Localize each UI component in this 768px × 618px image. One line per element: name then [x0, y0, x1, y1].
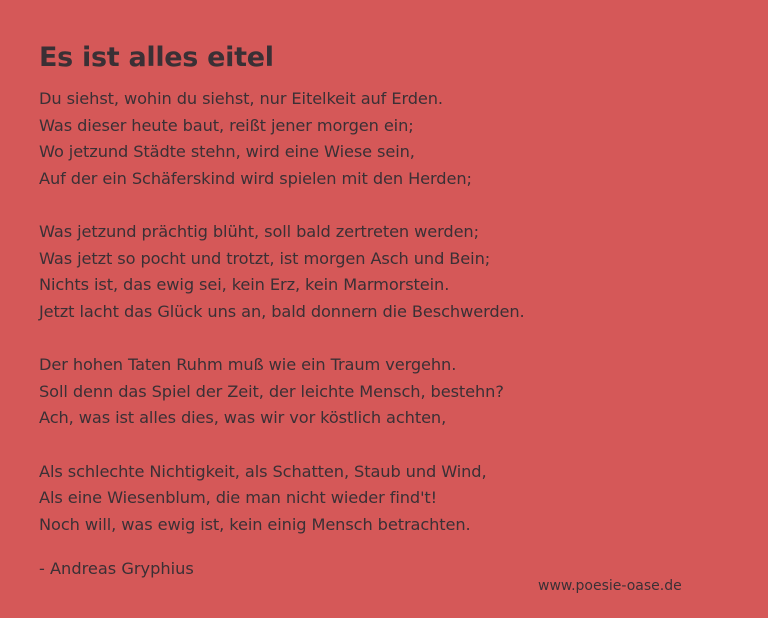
poem-line: Der hohen Taten Ruhm muß wie ein Traum vergehn. [39, 355, 457, 374]
poem-author: - Andreas Gryphius [39, 559, 194, 578]
poem-title: Es ist alles eitel [39, 42, 274, 73]
poem-line: Nichts ist, das ewig sei, kein Erz, kein Marmorstein. [39, 275, 450, 294]
stanza-3 [39, 352, 739, 432]
stanza-1 [39, 86, 739, 192]
poem-line: Soll denn das Spiel der Zeit, der leichte Mensch, bestehn? [39, 381, 504, 401]
stanza-4 [39, 459, 739, 539]
poem-line: Was jetzund prächtig blüht, soll bald zertreten werden; [39, 222, 479, 241]
poem-line: Was dieser heute baut, reißt jener morgen ein; [39, 115, 414, 135]
stanza-2 [39, 219, 739, 325]
source-watermark: www.poesie-oase.de [538, 578, 682, 594]
poem-line: Wo jetzund Städte stehn, wird eine Wiese sein, [39, 142, 415, 161]
poem-line: Noch will, was ewig ist, kein einig Mensch betrachten. [39, 514, 471, 534]
poem-line: Was jetzt so pocht und trotzt, ist morgen Asch und Bein; [39, 248, 491, 268]
poem-line: Als eine Wiesenblum, die man nicht wieder find't! [39, 488, 438, 507]
poem-line: Ach, was ist alles dies, was wir vor köstlich achten, [39, 408, 447, 427]
poem-body [39, 86, 739, 565]
poem-line: Du siehst, wohin du siehst, nur Eitelkeit auf Erden. [39, 89, 443, 108]
poem-line: Auf der ein Schäferskind wird spielen mit den Herden; [39, 168, 472, 188]
poem-line: Jetzt lacht das Glück uns an, bald donnern die Beschwerden. [39, 301, 525, 321]
poem-line: Als schlechte Nichtigkeit, als Schatten, Staub und Wind, [39, 461, 487, 481]
